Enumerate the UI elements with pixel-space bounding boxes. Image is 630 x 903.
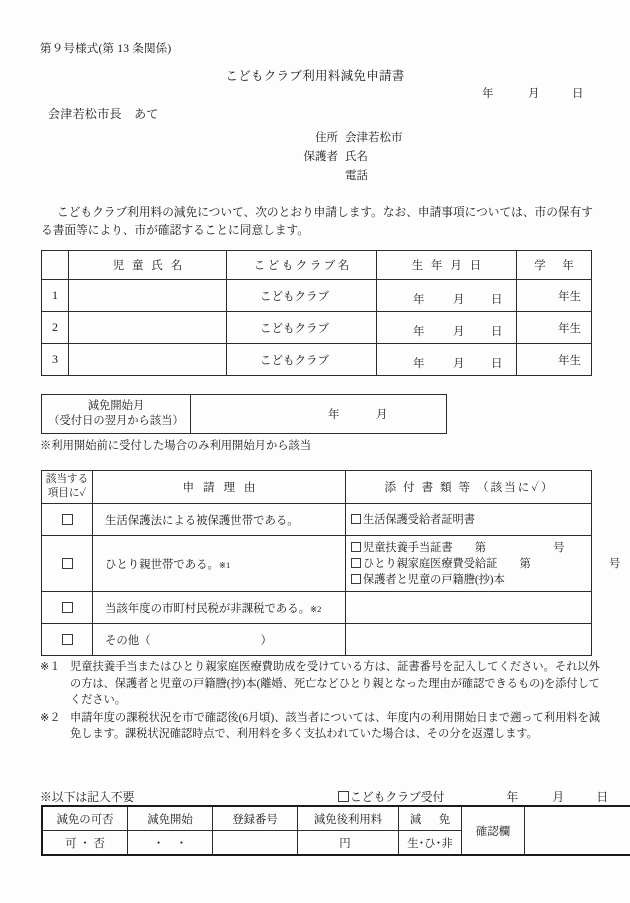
attachment-label: ひとり親家庭医療費受給証 第 号 [363,557,621,570]
child-club-field[interactable] [227,280,377,312]
child-row-number: 2 [42,312,69,344]
col-header-checkbox [42,471,93,504]
applicant-phone-label: 電話 [345,170,368,182]
attachment-list [346,536,621,592]
attachment-list [346,504,592,536]
form-number: 第９号様式(第 13 条関係) [40,43,172,55]
reduction-start-month-label-line1: 減免開始月 [87,400,145,412]
birth-year-label: 年 [413,294,425,306]
attachment-list [346,624,592,656]
child-grade-field[interactable] [517,344,592,376]
table-header-row [42,471,592,504]
office-reception-month-label: 月 [552,790,565,804]
applicant-name-label: 氏名 [345,151,368,163]
applicant-address-value[interactable]: 会津若松市 [345,132,403,144]
birthdate-labels [377,280,516,311]
reduction-start-note: ※利用開始前に受付した場合のみ利用開始月から該当 [40,440,312,452]
club-suffix-label: こどもクラブ [260,354,329,367]
applicant-phone-row [280,167,403,186]
table-header-row [42,806,630,831]
col-header-registration-number: 登録番号 [213,806,298,831]
col-header-start: 減免開始 [128,806,213,831]
approval-value[interactable]: 可 ・ 否 [42,831,128,856]
submission-date-line [482,85,586,101]
attachment-list [346,592,592,624]
col-header-attachments: 添 付 書 類 等 （該当に✓） [346,471,592,504]
reason-checkbox-cell[interactable] [42,592,93,624]
birth-year-label: 年 [413,326,425,338]
attachment-item[interactable] [351,556,621,572]
club-suffix-label: こどもクラブ [260,322,329,335]
office-reception-year-label: 年 [506,790,519,804]
reason-checkbox-cell[interactable] [42,536,93,592]
child-name-field[interactable] [69,280,227,312]
child-row-number: 1 [42,280,69,312]
reason-text: その他（ [105,634,151,647]
other-reason-close-paren: ） [260,634,272,647]
birth-month-label: 月 [453,358,465,370]
start-year-label: 年 [328,409,340,421]
col-header-no [42,251,69,280]
reduction-start-date-labels [191,395,446,433]
applicant-address-row [280,129,403,148]
footnotes [40,659,600,744]
child-name-field[interactable] [69,344,227,376]
child-row-number: 3 [42,344,69,376]
reduction-start-month-field[interactable] [191,395,447,434]
reduction-start-month-table [41,394,447,434]
date-month-label: 月 [528,88,540,100]
child-birthdate-field[interactable] [377,344,517,376]
confirmation-column-label: 確認欄 [462,806,525,855]
child-birthdate-field[interactable] [377,312,517,344]
reduction-type-value[interactable]: 生･ひ･非 [399,831,462,856]
child-club-field[interactable] [227,344,377,376]
office-reception-day-label: 日 [596,790,609,804]
col-header-checkbox-line1: 該当する [45,474,89,485]
col-header-approval: 減免の可否 [42,806,128,831]
checkbox-icon[interactable] [338,791,349,802]
date-year-label: 年 [482,88,494,100]
grade-suffix-label: 年生 [558,354,581,367]
checkbox-icon[interactable] [351,542,361,552]
footnote-2 [40,710,600,743]
reason-checkbox-cell[interactable] [42,624,93,656]
children-table [41,250,592,376]
intro-line-1: こどもクラブ利用料の減免について、次のとおり申請します。なお、申請事項については、市の保有する書面 [41,206,593,237]
child-grade-field[interactable] [517,280,592,312]
table-row [42,312,592,344]
checkbox-icon[interactable] [351,514,361,524]
col-header-reduction-type: 減 免 [399,806,462,831]
col-header-birthdate: 生 年 月 日 [377,251,517,280]
grade-suffix-label: 年生 [558,290,581,303]
checkbox-icon[interactable] [62,634,73,645]
child-name-field[interactable] [69,312,227,344]
reason-label[interactable] [93,624,346,656]
birth-month-label: 月 [453,294,465,306]
intro-paragraph [41,204,593,240]
footnote-1-text: 児童扶養手当またはひとり親家庭医療費助成を受けている方は、証書番号を記入してください。それ以外の方は、保護者と児童の戸籍謄(抄)本(離婚、死亡などひとり親となった理由が確認できるもの)を添付してください。 [70,661,600,706]
table-row [42,592,592,624]
reason-footnote-ref: ※1 [218,559,231,570]
start-value[interactable]: ・ ・ [128,831,213,856]
reason-checkbox-cell[interactable] [42,504,93,536]
table-row [42,504,592,536]
table-row [42,395,447,434]
addressee: 会津若松市長 あて [48,107,159,121]
attachment-label: 生活保護受給者証明書 [363,513,475,526]
table-row [42,280,592,312]
office-use-table [41,805,630,856]
attachment-item[interactable] [351,512,591,528]
checkbox-icon[interactable] [62,514,73,525]
checkbox-icon[interactable] [351,558,361,568]
birth-month-label: 月 [453,326,465,338]
birth-day-label: 日 [491,294,503,306]
table-row [42,624,592,656]
birthdate-labels [377,344,516,375]
child-birthdate-field[interactable] [377,280,517,312]
applicant-address-label: 住所 [315,132,338,144]
attachment-item[interactable] [351,572,591,588]
checkbox-icon[interactable] [62,602,73,613]
footnote-1-mark: ※１ [40,661,61,673]
checkbox-icon[interactable] [351,574,361,584]
reason-text: 当該年度の市町村民税が非課税である。 [105,602,311,615]
col-header-grade: 学 年 [517,251,592,280]
reason-label [93,592,346,624]
child-grade-field[interactable] [517,312,592,344]
footnote-2-text: 申請年度の課税状況を市で確認後(6月頃)、該当者については、年度内の利用開始日まで遡って利用料を減免します。課税状況確認時点で、利用料を多く支払われていた場合は、その分を返還します。 [70,711,600,740]
reduction-start-month-label [42,395,191,434]
table-row [42,536,592,592]
checkbox-icon[interactable] [62,558,73,569]
office-reception-label: こどもクラブ受付 [350,790,445,804]
applicant-info [280,129,403,186]
grade-suffix-label: 年生 [558,322,581,335]
attachment-item[interactable] [351,540,591,556]
reduction-start-month-label-line2: （受付日の翌月から該当） [48,415,184,427]
col-header-fee-after-reduction: 減免後利用料 [298,806,399,831]
attachment-label: 保護者と児童の戸籍謄(抄)本 [363,573,505,586]
application-reasons-table [41,470,621,656]
fee-after-reduction-value[interactable]: 円 [298,831,399,856]
birth-year-label: 年 [413,358,425,370]
footnote-1 [40,659,600,709]
reason-footnote-ref: ※2 [310,603,322,614]
footnote-2-mark: ※２ [40,711,61,724]
date-day-label: 日 [572,88,584,100]
col-header-reason: 申 請 理 由 [93,471,346,504]
reason-label [93,504,346,536]
office-use-note: ※以下は記入不要 [40,790,135,804]
birth-day-label: 日 [491,358,503,370]
table-row [42,344,592,376]
birthdate-labels [377,312,516,343]
office-reception-line [338,788,610,805]
confirmation-stamp-field[interactable] [525,806,630,855]
applicant-name-row [280,148,403,167]
attachment-label: 児童扶養手当証書 第 号 [363,541,565,554]
club-suffix-label: こどもクラブ [260,290,329,303]
col-header-child-name: 児 童 氏 名 [69,251,227,280]
page-title: こどもクラブ利用料減免申請書 [225,69,405,83]
registration-number-value[interactable] [213,831,298,856]
child-club-field[interactable] [227,312,377,344]
reason-text: 生活保護法による被保護世帯である。 [105,514,299,527]
guardian-label: 保護者 [303,151,338,163]
birth-day-label: 日 [491,326,503,338]
col-header-club-name: こどもクラブ名 [227,251,377,280]
intro-line-2: 等により、市が確認することに同意します。 [76,224,309,237]
reason-text: ひとり親世帯である。 [105,558,219,571]
start-month-label: 月 [376,409,388,421]
reason-label [93,536,346,592]
col-header-checkbox-line2: 項目に✓ [47,488,87,499]
table-header-row [42,251,592,280]
